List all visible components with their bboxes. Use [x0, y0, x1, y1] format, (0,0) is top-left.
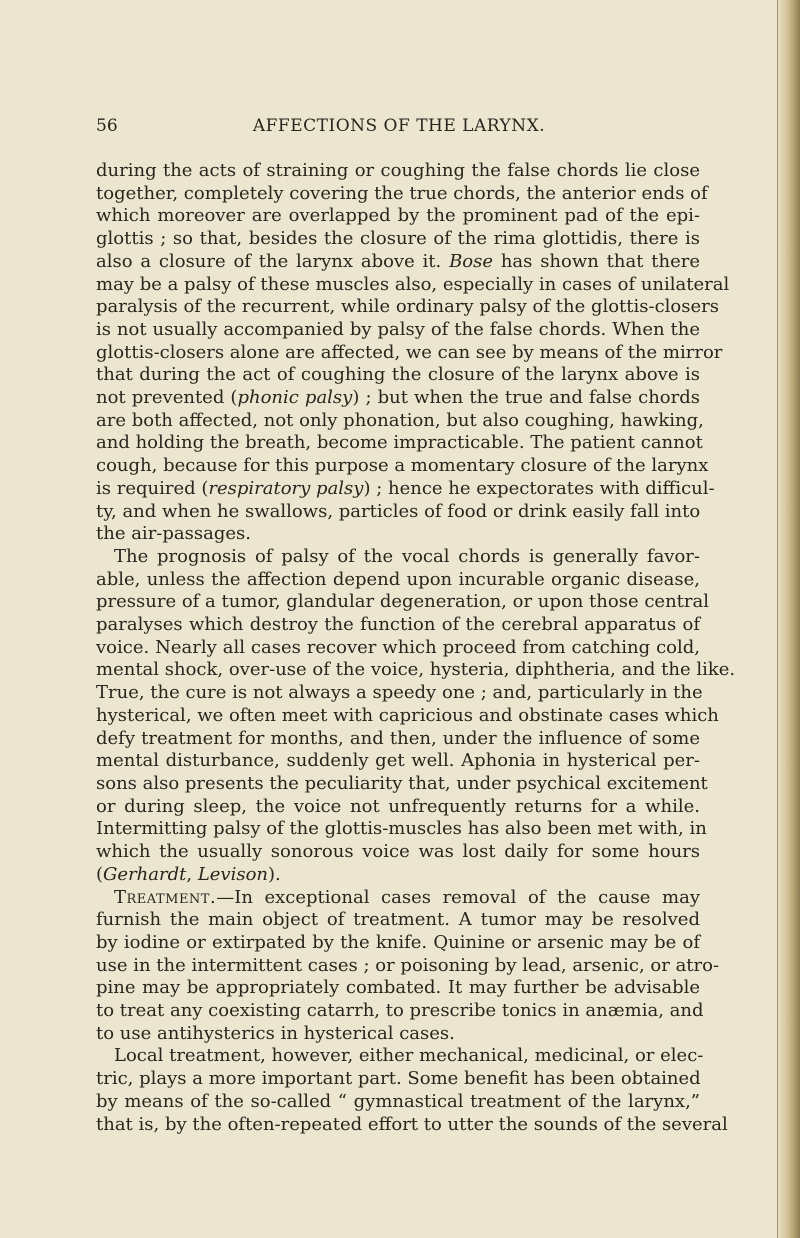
- text-line: defy treatment for months, and then, under the influence of some: [96, 727, 700, 749]
- text-line: pressure of a tumor, glandular degeneration, or upon those central: [96, 591, 709, 613]
- text-line: is not usually accompanied by palsy of the false chords. When the: [96, 318, 700, 340]
- text-line: tric, plays a more important part. Some benefit has been obtained: [96, 1068, 701, 1090]
- text-line: is required (respiratory palsy) ; hence he expectorates with difficul-: [96, 477, 715, 499]
- text-line: voice. Nearly all cases recover which proceed from catching cold,: [96, 636, 700, 658]
- text-line: the air-passages.: [96, 523, 251, 545]
- text-line: Treatment.—In exceptional cases removal of the cause may: [114, 886, 700, 908]
- text-line: Local treatment, however, either mechanical, medicinal, or elec-: [114, 1045, 704, 1067]
- text-line: and holding the breath, become impracticable. The patient cannot: [96, 432, 703, 454]
- text-line: to use antihysterics in hysterical cases.: [96, 1022, 455, 1044]
- text-line: that is, by the often-repeated effort to utter the sounds of the several: [96, 1113, 728, 1135]
- text-line: (Gerhardt, Levison).: [96, 863, 281, 885]
- text-line: that during the act of coughing the closure of the larynx above is: [96, 364, 700, 386]
- text-line: pine may be appropriately combated. It may further be advisable: [96, 977, 700, 999]
- text-line: together, completely covering the true chords, the anterior ends of: [96, 182, 708, 204]
- text-line: The prognosis of palsy of the vocal chords is generally favor-: [114, 545, 700, 567]
- page-number: 56: [96, 116, 118, 136]
- text-line: or during sleep, the voice not unfrequently returns for a while.: [96, 795, 700, 817]
- text-line: which moreover are overlapped by the prominent pad of the epi-: [96, 205, 700, 227]
- running-head: [96, 116, 702, 146]
- text-line: hysterical, we often meet with capricious and obstinate cases which: [96, 704, 719, 726]
- text-line: also a closure of the larynx above it. Bose has shown that there: [96, 250, 700, 272]
- text-line: mental shock, over-use of the voice, hysteria, diphtheria, and the like.: [96, 659, 736, 681]
- text-line: by iodine or extirpated by the knife. Quinine or arsenic may be of: [96, 931, 700, 953]
- text-line: which the usually sonorous voice was lost daily for some hours: [96, 841, 700, 863]
- text-line: glottis ; so that, besides the closure of the rima glottidis, there is: [96, 228, 700, 250]
- text-line: paralysis of the recurrent, while ordinary palsy of the glottis-closers: [96, 296, 720, 318]
- text-line: by means of the so-called “ gymnastical treatment of the larynx,”: [96, 1090, 700, 1112]
- text-line: glottis-closers alone are affected, we can see by means of the mirror: [96, 341, 723, 363]
- text-line: use in the intermittent cases ; or poisoning by lead, arsenic, or atro-: [96, 954, 720, 976]
- section-heading: Treatment.: [114, 886, 217, 908]
- text-line: mental disturbance, suddenly get well. Aphonia in hysterical per-: [96, 750, 700, 772]
- text-line: are both affected, not only phonation, but also coughing, hawking,: [96, 409, 704, 431]
- text-line: may be a palsy of these muscles also, especially in cases of unilateral: [96, 273, 730, 295]
- page-edge: [778, 0, 800, 1238]
- text-line: furnish the main object of treatment. A tumor may be resolved: [96, 909, 700, 931]
- text-line: Intermitting palsy of the glottis-muscles has also been met with, in: [96, 818, 707, 840]
- text-line: to treat any coexisting catarrh, to prescribe tonics in anæmia, and: [96, 1000, 704, 1022]
- body-text: [96, 160, 736, 1136]
- text-line: ty, and when he swallows, particles of food or drink easily fall into: [96, 500, 701, 522]
- text-line: not prevented (phonic palsy) ; but when the true and false chords: [96, 387, 700, 409]
- text-line: sons also presents the peculiarity that, under psychical excitement: [96, 772, 708, 794]
- running-title: AFFECTIONS OF THE LARYNX.: [252, 116, 546, 136]
- text-line: cough, because for this purpose a momentary closure of the larynx: [96, 455, 709, 477]
- text-line: able, unless the affection depend upon incurable organic disease,: [96, 568, 700, 590]
- text-line: paralyses which destroy the function of the cerebral apparatus of: [96, 614, 700, 636]
- text-line: True, the cure is not always a speedy one ; and, particularly in the: [96, 682, 703, 704]
- text-line: during the acts of straining or coughing the false chords lie close: [96, 160, 700, 181]
